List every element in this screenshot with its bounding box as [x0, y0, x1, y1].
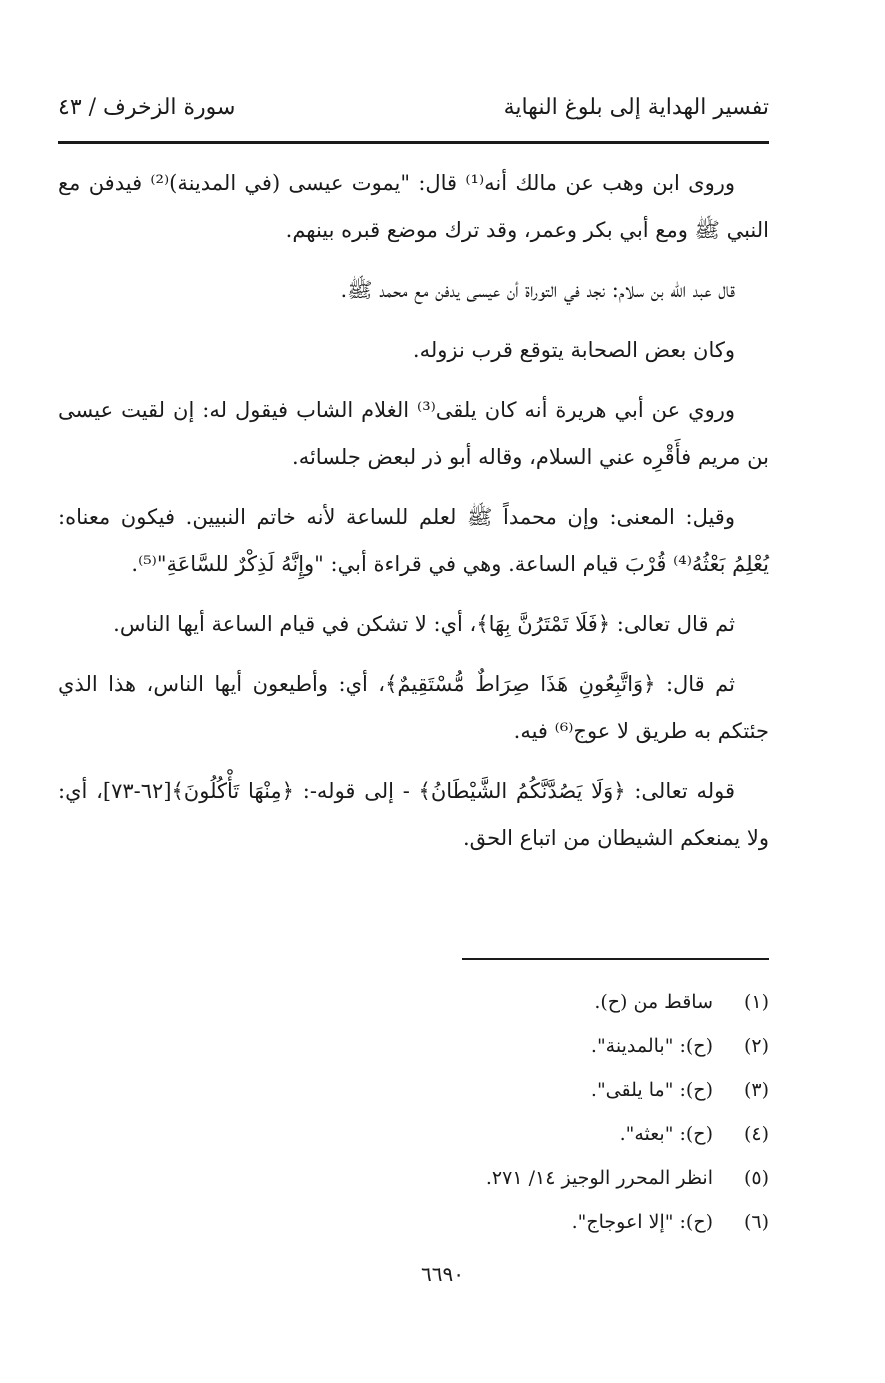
- footnote-number: (١): [743, 991, 769, 1013]
- footnote-text: (ح): "ما يلقى".: [590, 1079, 713, 1101]
- footnote-text: انظر المحرر الوجيز ١٤/ ٢٧١.: [485, 1167, 713, 1189]
- footnote: [486, 1200, 769, 1244]
- footnote-number: (٣): [743, 1079, 769, 1101]
- footnote-number: (٥): [743, 1167, 769, 1189]
- footnote-text: ساقط من (ح).: [594, 991, 713, 1013]
- paragraph: ثم قال: ﴿وَاتَّبِعُونِ هَذَا صِرَاطٌ مُّسْتَقِيمٌ﴾، أي: وأطيعون أيها الناس، هذا الذي جئتكم به طريق لا عوج⁽⁶⁾ فيه.: [58, 672, 769, 743]
- paragraph: قال عبد الله بن سلام: نجد في التوراة أن عيسى يدفن مع محمد ﷺ.: [340, 278, 735, 302]
- footnote: [486, 1112, 769, 1156]
- main-text: [58, 160, 769, 862]
- footnote-text: (ح): "بالمدينة".: [590, 1035, 713, 1057]
- paragraph: قوله تعالى: ﴿وَلَا يَصُدَّنَّكُمُ الشَّيْطَانُ﴾ - إلى قوله-: ﴿مِنْهَا تَأْكُلُونَ﴾[٦٢-٧٣]، أي: ولا يمنعكم الشيطان من اتباع الحق.: [58, 779, 769, 850]
- footnote-number: (٢): [743, 1035, 769, 1057]
- paragraph: ثم قال تعالى: ﴿فَلَا تَمْتَرُنَّ بِهَا﴾، أي: لا تشكن في قيام الساعة أيها الناس.: [113, 612, 735, 636]
- paragraph: وروى ابن وهب عن مالك أنه⁽¹⁾ قال: "يموت عيسى (في المدينة)⁽²⁾ فيدفن مع النبي ﷺ ومع أبي بكر وعمر، وقد ترك موضع قبره بينهم.: [58, 171, 769, 242]
- running-header-book-title: تفسير الهداية إلى بلوغ النهاية: [503, 95, 769, 120]
- footnote: [486, 980, 769, 1024]
- footnote-number: (٦): [743, 1211, 769, 1233]
- footnote-number: (٤): [743, 1123, 769, 1145]
- paragraph: وكان بعض الصحابة يتوقع قرب نزوله.: [412, 338, 735, 362]
- header-rule: [58, 141, 769, 144]
- paragraph: وروي عن أبي هريرة أنه كان يلقى⁽³⁾ الغلام الشاب فيقول له: إن لقيت عيسى بن مريم فأَقْرِه عني السلام، وقاله أبو ذر لبعض جلسائه.: [58, 398, 769, 469]
- page-number: ٦٦٩٠: [421, 1262, 464, 1286]
- footnote-text: (ح): "إلا اعوجاج".: [571, 1211, 713, 1233]
- paragraph: وقيل: المعنى: وإن محمداً ﷺ لعلم للساعة لأنه خاتم النبيين. فيكون معناه: يُعْلِمُ بَعْثُهُ⁽⁴⁾ قُرْبَ قيام الساعة. وهي في قراءة أبي: "وإِنَّهُ لَذِكْرٌ للسَّاعَةِ"⁽⁵⁾.: [58, 505, 769, 576]
- footnote: [486, 1068, 769, 1112]
- footnote-text: (ح): "بعثه".: [619, 1123, 713, 1145]
- running-header-surah: سورة الزخرف / ٤٣: [58, 95, 236, 120]
- footnotes: [486, 980, 769, 1244]
- footnote: [486, 1156, 769, 1200]
- footnote-rule: [462, 958, 769, 960]
- footnote: [486, 1024, 769, 1068]
